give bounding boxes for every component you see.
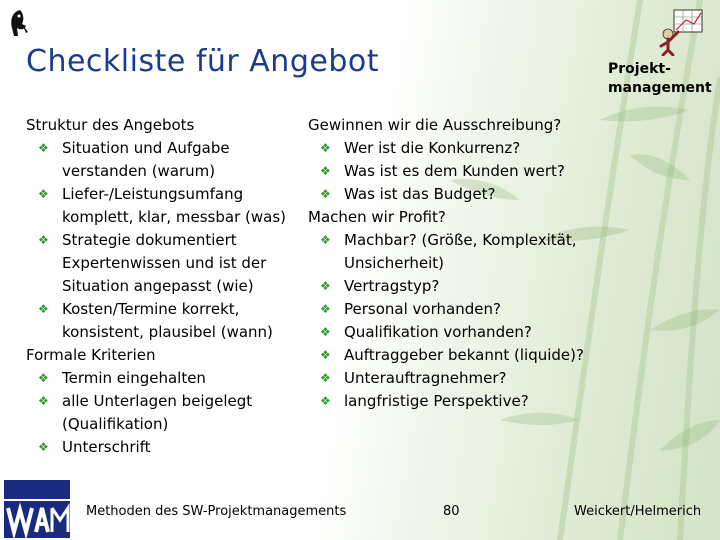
footer-authors: Weickert/Helmerich [574, 504, 702, 519]
diamond-bullet-icon: ❖ [320, 302, 331, 316]
project-manager-figure-icon [656, 8, 706, 56]
diamond-bullet-icon: ❖ [320, 325, 331, 339]
checklist-text: Gewinnen wir die Ausschreibung? [308, 116, 562, 134]
checklist-text: Situation und Aufgabe verstanden (warum) [62, 139, 230, 180]
checklist-text: Qualifikation vorhanden? [344, 323, 532, 341]
checklist-item [308, 390, 598, 413]
checklist-item [308, 229, 598, 275]
checklist-item [26, 436, 296, 459]
checklist-item [26, 137, 296, 183]
slide-title: Checkliste für Angebot [26, 44, 379, 79]
diamond-bullet-icon: ❖ [320, 187, 331, 201]
topic-badge [608, 60, 718, 98]
checklist-text: Formale Kriterien [26, 346, 156, 364]
checklist-heading [308, 206, 598, 229]
checklist-item [308, 321, 598, 344]
diamond-bullet-icon: ❖ [320, 371, 331, 385]
university-logo-icon [4, 480, 70, 538]
checklist-item [26, 367, 296, 390]
footer-course: Methoden des SW-Projektmanagements [86, 504, 347, 519]
checklist-text: langfristige Perspektive? [344, 392, 529, 410]
diamond-bullet-icon: ❖ [38, 233, 49, 247]
horse-logo-icon [6, 8, 32, 38]
checklist-text: alle Unterlagen beigelegt (Qualifikation) [62, 392, 253, 433]
diamond-bullet-icon: ❖ [38, 371, 49, 385]
checklist-text: Was ist es dem Kunden wert? [344, 162, 565, 180]
checklist-text: Struktur des Angebots [26, 116, 195, 134]
diamond-bullet-icon: ❖ [320, 141, 331, 155]
checklist-item [308, 275, 598, 298]
diamond-bullet-icon: ❖ [38, 302, 49, 316]
checklist-text: Machbar? (Größe, Komplexität, Unsicherheit) [344, 231, 577, 272]
checklist-item [308, 367, 598, 390]
diamond-bullet-icon: ❖ [38, 440, 49, 454]
left-checklist [26, 114, 296, 459]
checklist-text: Auftraggeber bekannt (liquide)? [344, 346, 584, 364]
diamond-bullet-icon: ❖ [320, 233, 331, 247]
diamond-bullet-icon: ❖ [38, 394, 49, 408]
diamond-bullet-icon: ❖ [320, 348, 331, 362]
checklist-text: Termin eingehalten [62, 369, 206, 387]
checklist-text: Wer ist die Konkurrenz? [344, 139, 521, 157]
checklist-text: Liefer-/Leistungsumfang komplett, klar, messbar (was) [62, 185, 287, 226]
checklist-item [308, 137, 598, 160]
right-checklist [308, 114, 598, 413]
checklist-item [308, 160, 598, 183]
diamond-bullet-icon: ❖ [38, 141, 49, 155]
checklist-text: Machen wir Profit? [308, 208, 446, 226]
checklist-item [308, 298, 598, 321]
checklist-text: Strategie dokumentiert Expertenwissen und ist der Situation angepasst (wie) [62, 231, 267, 295]
diamond-bullet-icon: ❖ [320, 164, 331, 178]
diamond-bullet-icon: ❖ [38, 187, 49, 201]
checklist-text: Was ist das Budget? [344, 185, 496, 203]
checklist-heading [26, 344, 296, 367]
diamond-bullet-icon: ❖ [320, 279, 331, 293]
topic-badge-line1: Projekt- [608, 61, 671, 77]
checklist-item [308, 344, 598, 367]
checklist-heading [26, 114, 296, 137]
checklist-text: Vertragstyp? [344, 277, 440, 295]
topic-badge-line2: management [608, 80, 712, 96]
checklist-text: Personal vorhanden? [344, 300, 501, 318]
checklist-text: Unterschrift [62, 438, 151, 456]
checklist-text: Unterauftragnehmer? [344, 369, 507, 387]
page-number: 80 [443, 504, 460, 519]
checklist-item [26, 229, 296, 298]
checklist-text: Kosten/Termine korrekt, konsistent, plausibel (wann) [62, 300, 273, 341]
diamond-bullet-icon: ❖ [320, 394, 331, 408]
checklist-item [26, 390, 296, 436]
checklist-item [26, 298, 296, 344]
checklist-item [308, 183, 598, 206]
checklist-item [26, 183, 296, 229]
checklist-heading [308, 114, 598, 137]
